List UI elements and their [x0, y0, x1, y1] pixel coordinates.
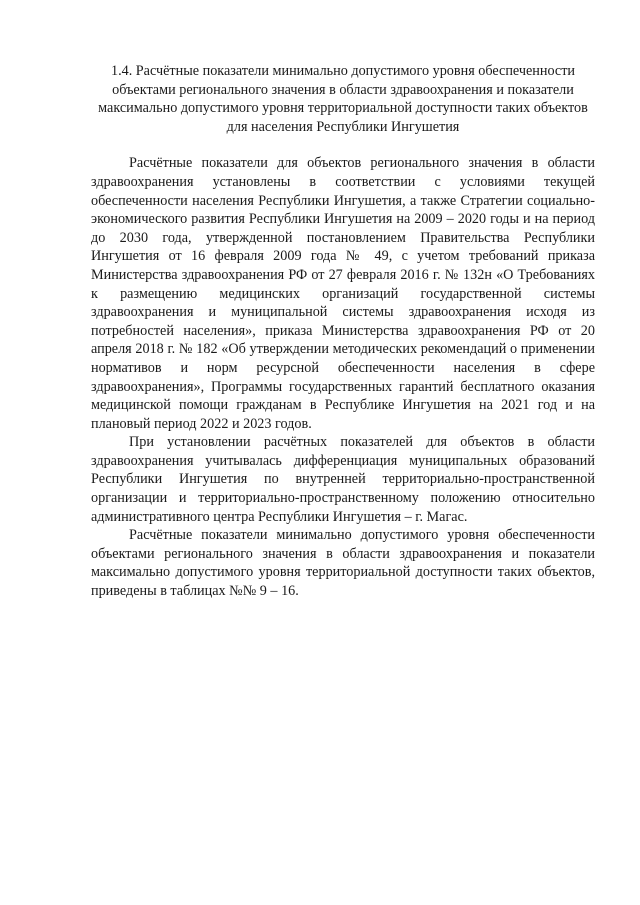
section-heading: [91, 62, 595, 136]
paragraph-regulatory-basis: Расчётные показатели для объектов регионального значения в области здравоохранения установлены в соответствии с условиями текущей обеспеченности населения Республики Ингушетия, а также Стратегии социально-экономического развития Республики Ингушетия на 2009 – 2020 годы и на период до 2030 года, утвержденной постановлением Правительства Республики Ингушетия от 16 февраля 2009 года № 49, с учетом требований приказа Министерства здравоохранения РФ от 27 февраля 2016 г. № 132н «О Требованиях к размещению медицинских организаций государственной системы здравоохранения и муниципальной системы здравоохранения исходя из потребностей населения», приказа Министерства здравоохранения РФ от 20 апреля 2018 г. № 182 «Об утверждении методических рекомендаций о применении нормативов и норм ресурсной обеспеченности населения в сфере здравоохранения», Программы государственных гарантий бесплатного оказания медицинской помощи гражданам в Республике Ингушетия на 2021 год и на плановый период 2022 и 2023 годов.: [91, 155, 595, 432]
paragraph-tables-reference: Расчётные показатели минимально допустимого уровня обеспеченности объектами регионального значения в области здравоохранения и показатели максимально допустимого уровня территориальной доступности таких объектов, приведены в таблицах №№ 9 – 16.: [91, 527, 595, 600]
heading-line: для населения Республики Ингушетия: [226, 118, 460, 135]
document-page: [91, 62, 595, 601]
heading-line: объектами регионального значения в области здравоохранения и показатели: [112, 81, 574, 98]
heading-line: максимально допустимого уровня территориальной доступности таких объектов: [98, 100, 588, 117]
heading-line: 1.4. Расчётные показатели минимально допустимого уровня обеспеченности: [110, 63, 576, 79]
paragraph-differentiation: При установлении расчётных показателей для объектов в области здравоохранения учитывалась дифференциация муниципальных образований Республики Ингушетия по внутренней территориально-пространственной организации и территориально-пространственному положению относительно административного центра Республики Ингушетия – г. Магас.: [91, 434, 595, 525]
